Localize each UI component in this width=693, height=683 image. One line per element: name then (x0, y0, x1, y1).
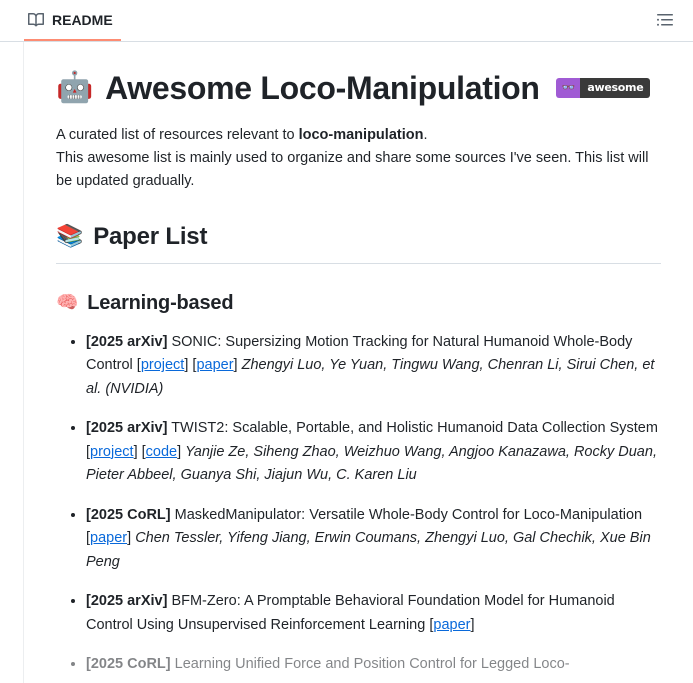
paper-authors: Chen Tessler, Yifeng Jiang, Erwin Coumans, Zhengyi Luo, Gal Chechik, Xue Bin Peng (86, 530, 651, 570)
paper-sep: ] [ (184, 357, 197, 374)
tab-label: README (52, 11, 113, 28)
paper-link-paper[interactable]: paper (196, 357, 234, 374)
readme-content (0, 42, 693, 683)
awesome-badge-left: 👓 (556, 78, 581, 98)
paper-sep-2: ] (233, 357, 242, 374)
paper-title: MaskedManipulator: Versatile Whole-Body Control for Loco-Manipulation [ (86, 506, 643, 547)
readme-body (24, 42, 693, 683)
intro-1-bold: loco-manipulation (298, 127, 424, 143)
section-paper-list (56, 218, 661, 264)
paper-sep: ] [ (133, 443, 146, 460)
paper-list (56, 331, 661, 677)
paper-tag: [2025 arXiv] (86, 420, 168, 437)
paper-sep-2: ] (470, 616, 475, 633)
robot-icon: 🤖 (56, 71, 94, 104)
paper-title: SONIC: Supersizing Motion Tracking for Natural Humanoid Whole-Body Control [ (86, 333, 633, 374)
tabbar (0, 0, 693, 42)
intro-paragraph-1 (56, 124, 661, 194)
list-item (86, 417, 661, 487)
page-title-text: Awesome Loco-Manipulation (105, 70, 540, 106)
intro-1-suffix: . (423, 127, 428, 143)
paper-sep-2: ] (127, 530, 136, 547)
intro-2: This awesome list is mainly used to organize and share some sources I've seen. This list will be updated gradually. (56, 150, 649, 190)
awesome-badge-right: awesome (580, 78, 650, 98)
paper-link-project[interactable]: project (140, 357, 185, 374)
subsection-title-text: Learning-based (87, 291, 234, 314)
page-title (56, 68, 661, 108)
list-outline-icon[interactable] (653, 9, 677, 33)
paper-tag: [2025 arXiv] (86, 333, 168, 350)
paper-link-code[interactable]: code (145, 443, 178, 460)
paper-link-project[interactable]: project (90, 443, 134, 460)
list-item (86, 653, 661, 676)
books-icon: 📚 (56, 223, 84, 249)
awesome-badge (556, 78, 651, 98)
paper-title: BFM-Zero: A Promptable Behavioral Foundation Model for Humanoid Control Using Unsupervised Reinforcement Learning [ (86, 593, 615, 633)
brain-icon: 🧠 (56, 292, 79, 313)
left-rail (0, 42, 24, 683)
book-icon (28, 12, 44, 28)
paper-authors: Zhengyi Luo, Ye Yuan, Tingwu Wang, Chenran Li, Sirui Chen, et al. (NVIDIA) (86, 357, 655, 397)
paper-tag: [2025 arXiv] (86, 593, 168, 610)
paper-link-paper[interactable]: paper (90, 530, 128, 547)
paper-title: TWIST2: Scalable, Portable, and Holistic Humanoid Data Collection System [ (86, 420, 658, 460)
list-item (86, 590, 661, 637)
list-item (86, 331, 661, 401)
paper-sep-2: ] (177, 443, 186, 460)
list-item (86, 504, 661, 574)
section-title-text: Paper List (93, 222, 208, 250)
tab-readme[interactable] (24, 0, 121, 41)
paper-link-paper[interactable]: paper (433, 616, 471, 633)
intro-1-prefix: A curated list of resources relevant to (56, 127, 299, 143)
paper-title: Learning Unified Force and Position Control for Legged Loco- (170, 656, 570, 673)
subsection-learning-based (56, 288, 661, 319)
paper-tag: [2025 CoRL] (86, 656, 171, 673)
paper-tag: [2025 CoRL] (86, 506, 171, 523)
paper-authors: Yanjie Ze, Siheng Zhao, Weizhuo Wang, Angjoo Kanazawa, Rocky Duan, Pieter Abbeel, Guanya Shi, Jiajun Wu, C. Karen Liu (86, 443, 657, 484)
